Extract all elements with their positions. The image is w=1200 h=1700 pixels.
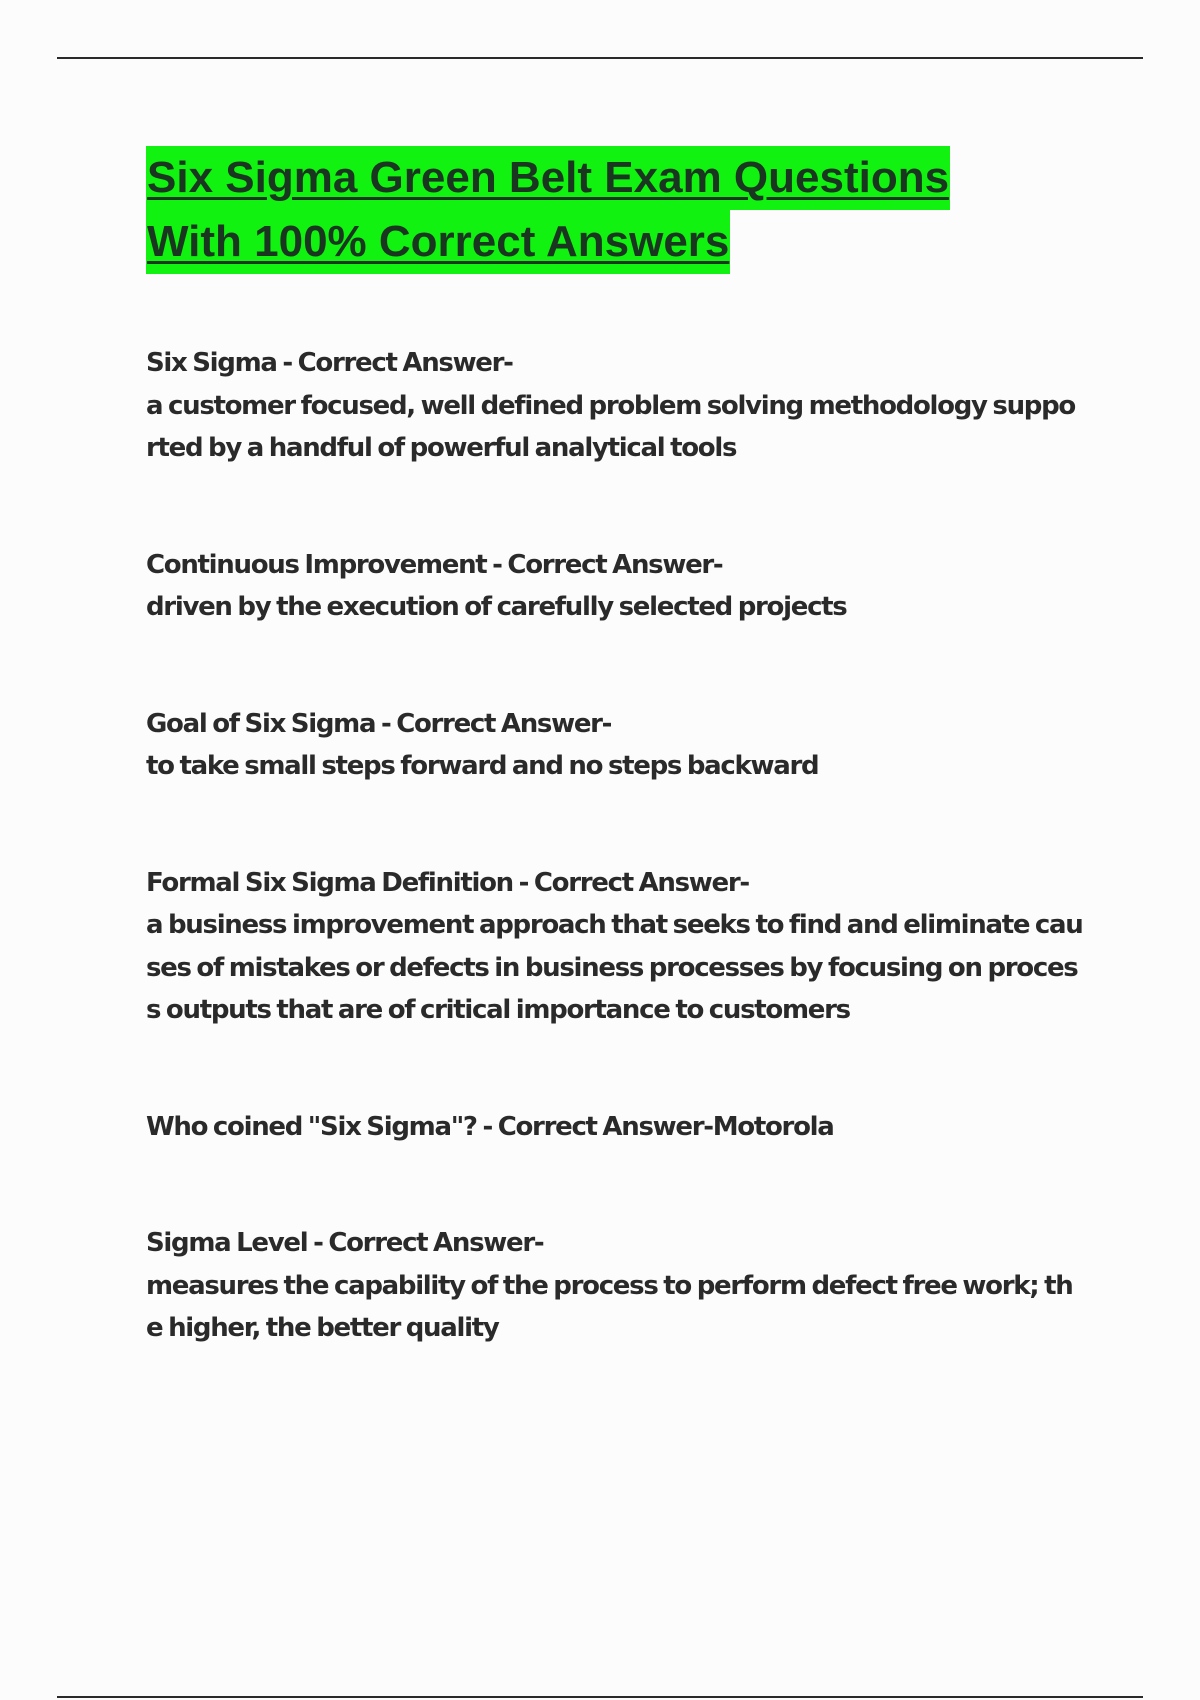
answer-text: a business improvement approach that seeks to find and eliminate causes of mistakes or defects in business processes by focusing on process outputs that are of critical importance to customers [146,910,1083,1025]
separator: - [276,348,298,378]
answer-label: Correct Answer- [297,348,513,378]
answer-label: Correct Answer- [396,708,612,739]
separator: - [512,867,534,898]
question-term: Formal Six Sigma Definition [146,867,513,898]
bottom-rule [57,1696,1143,1698]
qa-list [146,342,1086,1350]
answer-text: Motorola [712,1111,834,1142]
answer-text: to take small steps forward and no steps backward [146,751,819,781]
answer-label: Correct Answer- [507,549,723,580]
answer-label: Correct Answer- [497,1111,713,1142]
qa-item [146,544,1086,629]
answer-label: Correct Answer- [328,1228,544,1258]
answer-text: measures the capability of the process to perform defect free work; the higher, the better quality [146,1270,1073,1343]
separator: - [476,1111,498,1142]
question-term: Continuous Improvement [146,549,487,580]
answer-text: a customer focused, well defined problem solving methodology supported by a handful of powerful analytical tools [146,390,1075,463]
answer-label: Correct Answer- [533,867,749,898]
qa-item [146,862,1086,1032]
title-line-2: With 100% Correct Answers [146,210,730,274]
top-rule [57,57,1143,59]
question-term: Six Sigma [146,348,277,378]
separator: - [375,708,397,739]
qa-item [146,703,1086,788]
title-line-1: Six Sigma Green Belt Exam Questions [146,146,950,210]
question-term: Who coined "Six Sigma"? [146,1111,477,1142]
question-term: Sigma Level [146,1228,308,1258]
separator: - [307,1228,329,1258]
page-content [146,146,1086,1424]
answer-text: driven by the execution of carefully selected projects [146,592,847,622]
page-title [146,146,1086,274]
qa-item [146,1222,1086,1350]
qa-item [146,342,1086,470]
separator: - [486,549,508,580]
qa-item [146,1106,1086,1149]
question-term: Goal of Six Sigma [146,708,376,739]
